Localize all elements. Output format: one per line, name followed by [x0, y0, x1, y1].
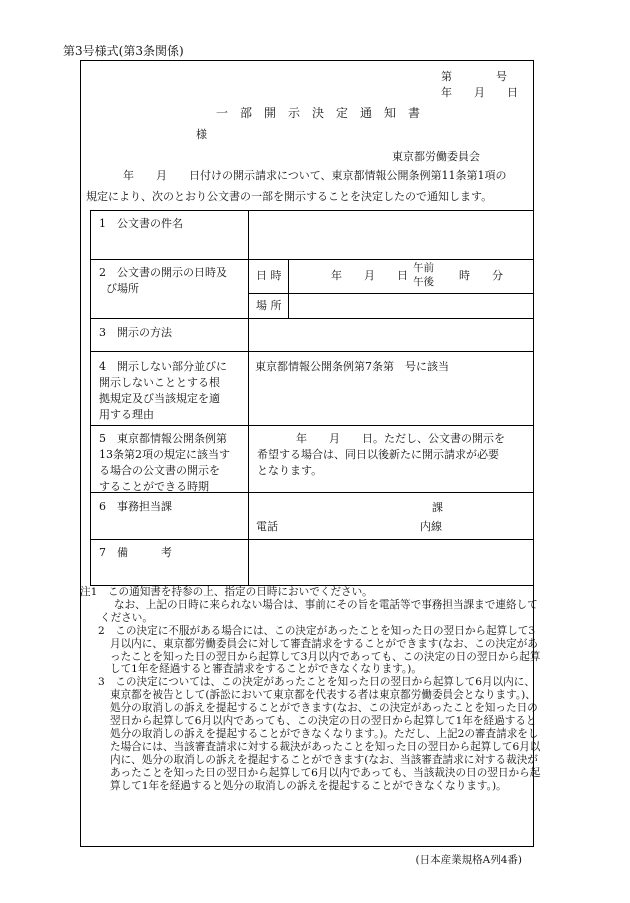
row-undisclosed-label-4: 用する理由	[99, 408, 154, 421]
am-label: 午前	[413, 262, 434, 274]
row-datetime-place-label-1: 2 公文書の開示の日時及	[99, 266, 227, 279]
row-timing-label-1: 5 東京都情報公開条例第	[99, 432, 227, 445]
department-suffix: 課	[432, 501, 443, 514]
row-remarks-label: 7 備 考	[99, 546, 172, 559]
row-department-label: 6 事務担当課	[99, 500, 172, 513]
note-3: 3 この決定については、この決定があったことを知った日の翌日から起算して6月以内に、東京都を被告として(訴訟において東京都を代表する者は東京都労働委員会となります。)、処分の取消しの訴えを提起することができます(なお、この決定があったことを知った日の翌日から起算して6月以内であっても、この決定の日の翌日から起算して1年を経過すると処分の取消しの訴えを提起することができなくなります。)。ただし、上記2の審査請求をした場合には、当該審査請求に対する裁決があったことを知った日の翌日から起算して6月以内に、処分の取消しの訴えを提起することができます(なお、当該審査請求に対する裁決があったことを知った日の翌日から起算して6月以内であっても、当該裁決の日の翌日から起算して1年を経過すると処分の取消しの訴えを提起することができなくなります。)。	[98, 676, 541, 792]
document-date: 年 月 日	[441, 86, 518, 99]
addressee-suffix: 様	[196, 128, 207, 141]
row-timing-value-3: となります。	[257, 464, 323, 477]
datetime-label: 日 時	[256, 269, 282, 282]
note-1-line-1: 注1 この通知書を持参の上、指定の日時においでください。	[80, 586, 373, 598]
row-timing-label-2: 13条第2項の規定に該当す	[99, 448, 230, 461]
intro-line-1: 年 月 日付けの開示請求について、東京都情報公開条例第11条第1項の	[123, 169, 507, 182]
document-number: 第 号	[441, 70, 507, 83]
row-datetime-place-label-2: び場所	[106, 282, 139, 295]
row-undisclosed-label-2: 開示しないこととする根	[99, 376, 220, 389]
pm-label: 午後	[413, 276, 434, 288]
notes-section	[80, 586, 542, 793]
row-timing-label-3: る場合の公文書の開示を	[99, 464, 220, 477]
intro-line-2: 規定により、次のとおり公文書の一部を開示することを決定したので通知します。	[86, 190, 493, 203]
issuer-name: 東京都労働委員会	[392, 150, 480, 163]
row-subject-label: 1 公文書の件名	[99, 217, 183, 230]
row-undisclosed-label-3: 拠規定及び当該規定を適	[99, 392, 220, 405]
row-timing-label-4: することができる時期	[99, 480, 209, 493]
note-1-line-2: なお、上記の日時に来られない場合は、事前にその旨を電話等で事務担当課まで連絡してください。	[100, 598, 538, 624]
time-fields: 時 分	[459, 269, 503, 282]
note-2: 2 この決定に不服がある場合には、この決定があったことを知った日の翌日から起算して3月以内に、東京都労働委員会に対して審査請求をすることができます(なお、この決定があったことを知った日の翌日から起算して3月以内であっても、この決定の日の翌日から起算して1年を経過すると審査請求をすることができなくなります。)。	[98, 624, 541, 676]
date-fields: 年 月 日	[331, 269, 408, 282]
row-undisclosed-value: 東京都情報公開条例第7条第 号に該当	[255, 360, 449, 373]
paper-size-footer: (日本産業規格A列4番)	[415, 854, 522, 866]
row-timing-value-1: 年 月 日。ただし、公文書の開示を	[296, 432, 505, 445]
document-title: 一 部 開 示 決 定 通 知 書	[216, 106, 421, 120]
place-label: 場 所	[256, 299, 282, 312]
form-number-label: 第3号様式(第3条関係)	[63, 44, 184, 58]
phone-label: 電話	[256, 520, 278, 533]
row-timing-value-2: 希望する場合は、同日以後新たに開示請求が必要	[257, 448, 499, 461]
row-method-label: 3 開示の方法	[99, 326, 172, 339]
extension-label: 内線	[420, 520, 442, 533]
row-undisclosed-label-1: 4 開示しない部分並びに	[99, 360, 227, 373]
